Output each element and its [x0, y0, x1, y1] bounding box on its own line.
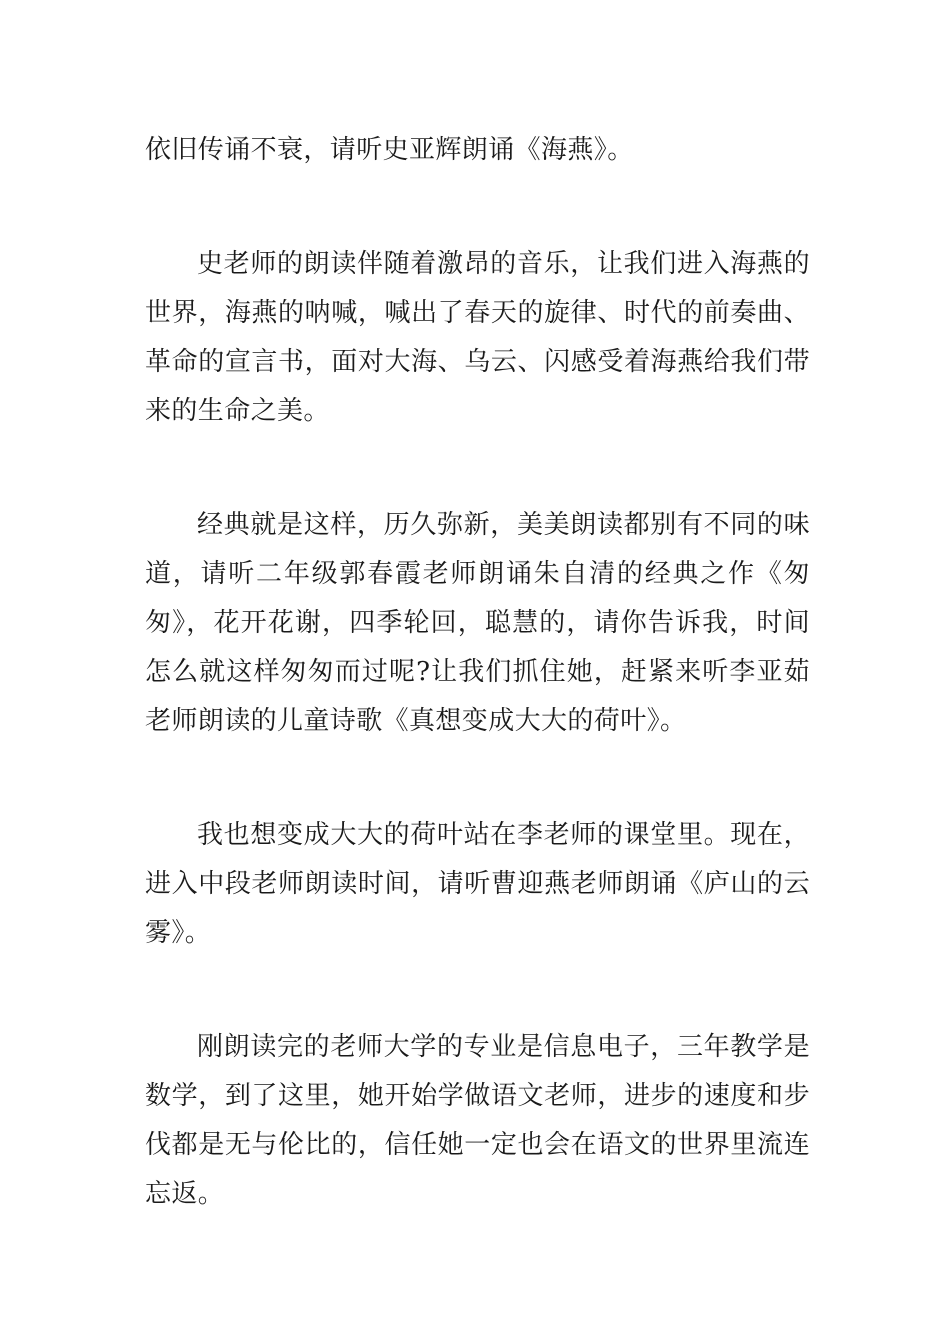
- paragraph: 经典就是这样，历久弥新，美美朗读都别有不同的味道，请听二年级郭春霞老师朗诵朱自清的经典之作《匆匆》，花开花谢，四季轮回，聪慧的，请你告诉我，时间怎么就这样匆匆而过呢?让我们抓住她，赶紧来听李亚茹老师朗读的儿童诗歌《真想变成大大的荷叶》。: [145, 510, 810, 736]
- paragraph-continued: 依旧传诵不衰，请听史亚辉朗诵《海燕》。: [145, 135, 634, 165]
- document-body: [145, 126, 810, 1284]
- paragraph: 我也想变成大大的荷叶站在李老师的课堂里。现在，进入中段老师朗读时间，请听曹迎燕老师朗诵《庐山的云雾》。: [145, 820, 810, 948]
- paragraph: 刚朗读完的老师大学的专业是信息电子，三年教学是数学，到了这里，她开始学做语文老师，进步的速度和步伐都是无与伦比的，信任她一定也会在语文的世界里流连忘返。: [145, 1032, 810, 1209]
- paragraph: 史老师的朗读伴随着激昂的音乐，让我们进入海燕的世界，海燕的呐喊，喊出了春天的旋律、时代的前奏曲、革命的宣言书，面对大海、乌云、闪感受着海燕给我们带来的生命之美。: [145, 249, 810, 426]
